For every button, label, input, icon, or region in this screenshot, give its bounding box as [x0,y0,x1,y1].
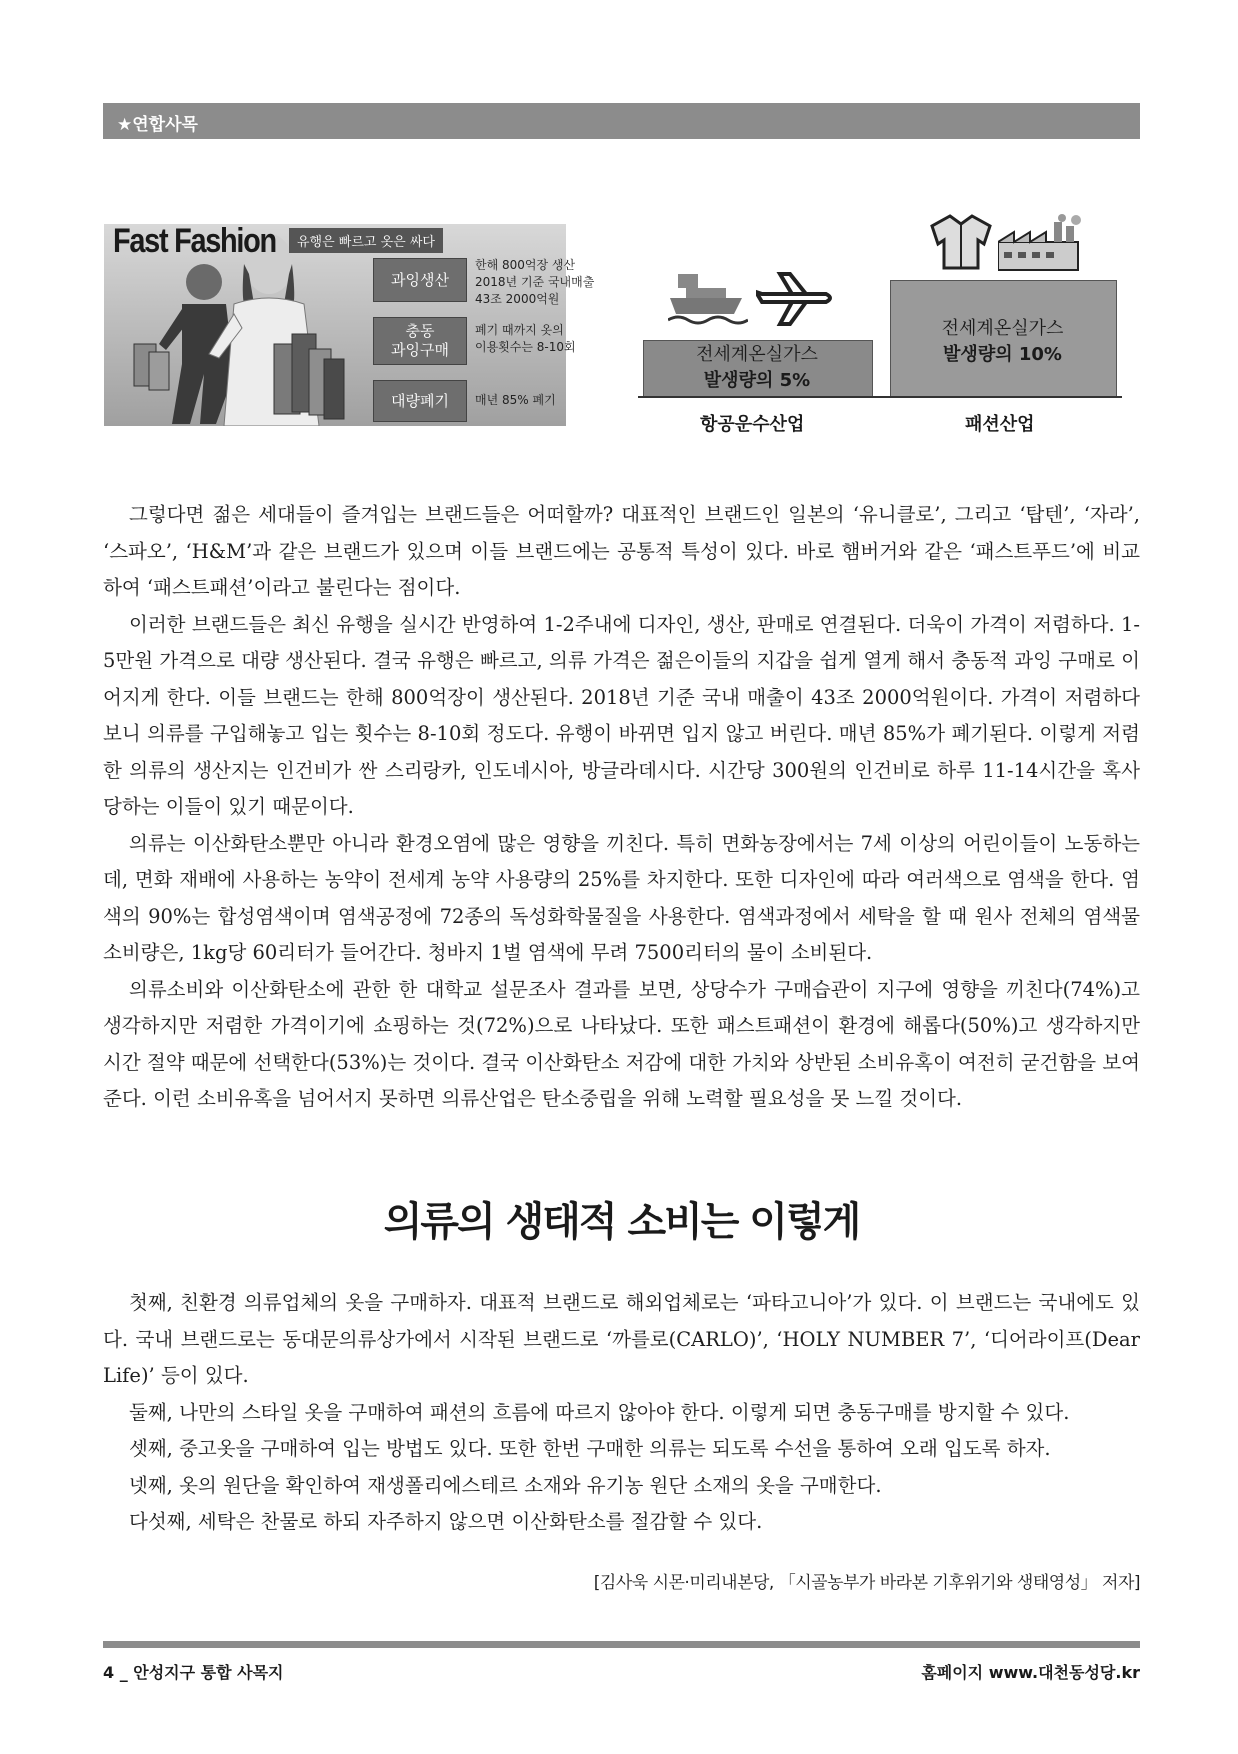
header-bar [103,103,1140,139]
section-body [103,1285,1140,1541]
aviation-industry-label: 항공운수산업 [700,414,805,435]
bar-label-line: 전세계온실가스 [941,318,1064,339]
paragraph: 의류는 이산화탄소뿐만 아니라 환경오염에 많은 영향을 끼친다. 특히 면화농장에서는 7세 이상의 어린이들이 노동하는데, 면화 재배에 사용하는 농약이 전세계 농약 사용량의 25%를 차지한다. 또한 디자인에 따라 여러색으로 염색을 한다. 염색의 90%는 합성염색이며 염색공정에 72종의 독성화학물질을 사용한다. 염색과정에서 세탁을 할 때 원사 전체의 염색물 소비량은, 1kg당 60리터가 들어간다. 청바지 1벌 염색에 무려 7500리터의 물이 소비된다. [103,831,1140,964]
author-credit: [김사욱 시몬·미리내본당, 「시골농부가 바라본 기후위기와 생태영성」 저자] [593,1573,1140,1593]
infographic-title: Fast Fashion [113,222,276,260]
aviation-bar-label [643,342,871,394]
mass-disposal-box [373,380,467,422]
section-title: 의류의 생태적 소비는 이렇게 [383,1199,860,1245]
note-line: 이용횟수는 8-10회 [475,340,576,354]
fashion-bar-label [890,316,1115,368]
paragraph: 셋째, 중고옷을 구매하여 입는 방법도 있다. 또한 한번 구매한 의류는 되도록 수선을 통하여 오래 입도록 하자. [129,1437,1051,1460]
factory-icon [998,212,1088,272]
chart-baseline [638,396,1122,398]
impulse-label-line: 과잉구매 [391,341,449,359]
ship-icon [668,270,748,328]
paragraph: 둘째, 나만의 스타일 옷을 구매하여 패션의 흐름에 따르지 않아야 한다. 이렇게 되면 충동구매를 방지할 수 있다. [129,1400,1070,1424]
note-line: 한해 800억장 생산 [475,258,576,272]
footer-bar [103,1641,1140,1648]
article-body [103,497,1140,1118]
airplane-icon [756,270,836,328]
mass-disposal-note [475,392,556,409]
impulse-label-line: 충동 [405,322,435,340]
section-label: ★연합사목 [117,115,198,135]
page-footer-right: 홈페이지 www.대천동성당.kr [921,1663,1140,1682]
bar-label-line: 발생량의 10% [943,344,1062,365]
paragraph: 그렇다면 젊은 세대들이 즐겨입는 브랜드들은 어떠할까? 대표적인 브랜드인 일본의 ‘유니클로’, 그리고 ‘탑텐’, ‘자라’, ‘스파오’, ‘H&M’과 같은 브랜드가 있으며 이들 브랜드에는 공통적 특성이 있다. 바로 햄버거와 같은 ‘패스트푸드’에 비교하여 ‘패스트패션’이라고 불린다는 점이다. [103,503,1140,599]
paragraph: 의류소비와 이산화탄소에 관한 한 대학교 설문조사 결과를 보면, 상당수가 구매습관이 지구에 영향을 끼친다(74%)고 생각하지만 저렴한 가격이기에 쇼핑하는 것(72%)으로 나타났다. 또한 패스트패션이 환경에 해롭다(50%)고 생각하지만 시간 절약 때문에 선택한다(53%)는 것이다. 결국 이산화탄소 저감에 대한 가치와 상반된 소비유혹이 여전히 굳건함을 보여준다. 이런 소비유혹을 넘어서지 못하면 의류산업은 탄소중립을 위해 노력할 필요성을 못 느낄 것이다. [103,977,1140,1110]
note-line: 폐기 때까지 옷의 [475,323,564,337]
note-line: 43조 2000억원 [475,292,560,306]
mass-disposal-label: 대량폐기 [391,391,449,410]
page-footer-left: 4 _ 안성지구 통합 사목지 [103,1663,284,1682]
impulse-note [475,322,576,356]
bar-label-line: 발생량의 5% [703,370,811,391]
paragraph: 다섯째, 세탁은 찬물로 하되 자주하지 않으면 이산화탄소를 절감할 수 있다. [129,1510,763,1533]
paragraph: 넷째, 옷의 원단을 확인하여 재생폴리에스테르 소재와 유기농 원단 소재의 옷을 구매한다. [129,1473,882,1497]
overproduction-box [373,258,467,302]
impulse-buying-box [373,317,467,365]
paragraph: 첫째, 친환경 의류업체의 옷을 구매하자. 대표적 브랜드로 해외업체로는 ‘파타고니아’가 있다. 이 브랜드는 국내에도 있다. 국내 브랜드로는 동대문의류상가에서 시작된 브랜드로 ‘까를로(CARLO)’, ‘HOLY NUMBER 7’, ‘디어라이프(Dear Life)’ 등이 있다. [103,1291,1140,1387]
overproduction-label: 과잉생산 [391,270,449,289]
paragraph: 이러한 브랜드들은 최신 유행을 실시간 반영하여 1-2주내에 디자인, 생산, 판매로 연결된다. 더욱이 가격이 저렴하다. 1-5만원 가격으로 대량 생산된다. 결국 유행은 빠르고, 의류 가격은 젊은이들의 지갑을 쉽게 열게 해서 충동적 과잉 구매로 이어지게 한다. 이들 브랜드는 한해 800억장이 생산된다. 2018년 기준 국내 매출이 43조 2000억원이다. 가격이 저렴하다보니 의류를 구입해놓고 입는 횟수는 8-10회 정도다. 유행이 바뀌면 입지 않고 버린다. 매년 85%가 폐기된다. 이렇게 저렴한 의류의 생산지는 인건비가 싼 스리랑카, 인도네시아, 방글라데시다. 시간당 300원의 인건비로 하루 11-14시간을 혹사당하는 이들이 있기 때문이다. [103,612,1140,818]
shirt-icon [930,214,992,270]
fashion-industry-label: 패션산업 [965,414,1035,435]
note-line: 매년 85% 폐기 [475,393,556,407]
note-line: 2018년 기준 국내매출 [475,275,595,289]
bar-label-line: 전세계온실가스 [696,344,818,365]
overproduction-note [475,257,594,308]
infographic-subtitle: 유행은 빠르고 옷은 싸다 [289,228,443,253]
